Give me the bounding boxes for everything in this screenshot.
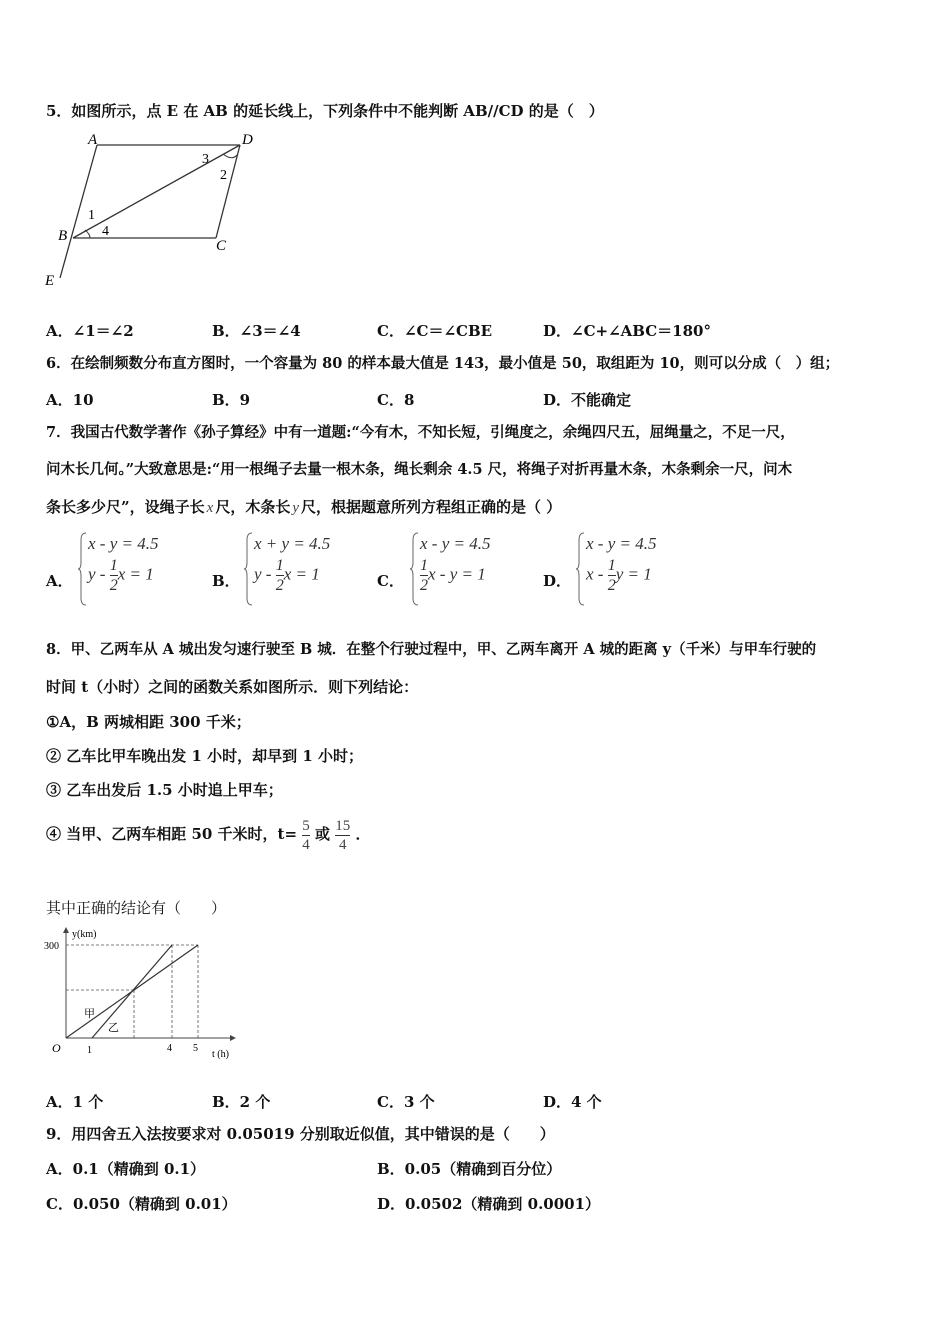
q8-option-c[interactable]: C．3 个 — [377, 1093, 435, 1111]
q8-jia-label: 甲 — [84, 1008, 95, 1020]
q8-x4-label: 4 — [167, 1043, 172, 1054]
q7-option-b-system[interactable]: x + y = 4.5 y - $\frac{1}{2}$ x = 1 — [244, 532, 354, 608]
q5-label-A: A — [88, 132, 98, 148]
q5-option-a[interactable]: A．∠1＝∠2 — [46, 322, 134, 340]
q9-option-b[interactable]: B．0.05（精确到百分位） — [377, 1160, 562, 1178]
q6-option-c[interactable]: C．8 — [377, 391, 415, 409]
q6-option-b[interactable]: B．9 — [212, 391, 251, 409]
q8-option-d[interactable]: D．4 个 — [543, 1093, 602, 1111]
q5-label-C: C — [216, 238, 227, 254]
q5-stem: 5．如图所示，点 E 在 AB 的延长线上，下列条件中不能判断 AB//CD 的是（ ） — [46, 102, 604, 120]
q6-option-d[interactable]: D．不能确定 — [543, 391, 632, 409]
q8-option-b[interactable]: B．2 个 — [212, 1093, 271, 1111]
q9-stem: 9．用四舍五入法按要求对 0.05019 分别取近似值，其中错误的是（ ） — [46, 1125, 555, 1143]
q8-y300-label: 300 — [44, 941, 59, 952]
q9-option-d[interactable]: D．0.0502（精确到 0.0001） — [377, 1195, 601, 1213]
q8-yi-label: 乙 — [108, 1022, 119, 1034]
q8-conclusion-2: ② 乙车比甲车晚出发 1 小时，却早到 1 小时； — [46, 747, 363, 765]
q5-parallelogram-figure — [40, 128, 270, 290]
q5-label-D: D — [242, 132, 253, 148]
q8-conclusion-3: ③ 乙车出发后 1.5 小时追上甲车； — [46, 781, 283, 799]
q8-option-a[interactable]: A．1 个 — [46, 1093, 104, 1111]
q5-option-c[interactable]: C．∠C＝∠CBE — [377, 322, 493, 340]
q7-line-1: 7．我国古代数学著作《孙子算经》中有一道题:“今有木，不知长短，引绳度之，余绳四尺五，屈绳量之，不足一尺， — [46, 424, 795, 441]
q7-var-y: y — [292, 500, 299, 516]
q8-line-yi — [92, 945, 172, 1038]
q7-option-c-system[interactable]: x - y = 4.5 $\frac{1}{2}$ x - y = 1 — [410, 532, 520, 608]
q5-label-E: E — [45, 273, 55, 289]
q5-angle-1: 1 — [88, 208, 95, 223]
q8-x5-label: 5 — [193, 1043, 198, 1054]
q7-option-d-system[interactable]: x - y = 4.5 x - $\frac{1}{2}$ y = 1 — [576, 532, 686, 608]
q8-x-axis-label: t (h) — [212, 1049, 229, 1060]
q8-origin-label: O — [52, 1041, 61, 1055]
q7-line-3: 条长多少尺”，设绳子长 x 尺，木条长 y 尺，根据题意所列方程组正确的是（ ） — [46, 498, 562, 516]
q7-var-x: x — [206, 500, 214, 516]
q8-x1-label: 1 — [87, 1045, 92, 1056]
q5-angle-4: 4 — [102, 224, 109, 239]
q9-option-a[interactable]: A．0.1（精确到 0.1） — [46, 1160, 206, 1178]
q6-stem: 6．在绘制频数分布直方图时，一个容量为 80 的样本最大值是 143，最小值是 50，取组距为 10，则可以分成（ ）组； — [46, 355, 840, 372]
q7-option-c-letter[interactable]: C． — [377, 572, 404, 590]
q8-line-2: 时间 t（小时）之间的函数关系如图所示．则下列结论： — [46, 678, 419, 696]
q8-ask: 其中正确的结论有（ ） — [46, 899, 227, 917]
q5-option-b[interactable]: B．∠3＝∠4 — [212, 322, 301, 340]
q7-option-b-letter[interactable]: B． — [212, 572, 240, 590]
q8-y-axis-label: y(km) — [72, 929, 97, 940]
q5-label-B: B — [58, 228, 68, 244]
q7-option-a-system[interactable]: x - y = 4.5 y - $\frac{1}{2}$ x = 1 — [78, 532, 188, 608]
q8-conclusion-4: ④ 当甲、乙两车相距 50 千米时，t= $\frac{5}{4}$ 或 $\frac{15}{4}$ ． — [46, 817, 371, 853]
q5-angle-2: 2 — [220, 168, 227, 183]
q8-distance-time-graph — [40, 925, 240, 1063]
q9-option-c[interactable]: C．0.050（精确到 0.01） — [46, 1195, 237, 1213]
q6-option-a[interactable]: A．10 — [46, 391, 94, 409]
q5-angle-3: 3 — [202, 152, 209, 167]
q8-line-1: 8．甲、乙两车从 A 城出发匀速行驶至 B 城．在整个行驶过程中，甲、乙两车离开 A 城的距离 y（千米）与甲车行驶的 — [46, 641, 817, 658]
q5-option-d[interactable]: D．∠C+∠ABC＝180° — [543, 322, 711, 340]
q7-option-d-letter[interactable]: D． — [543, 572, 572, 590]
q7-line-2: 问木长几何。”大致意思是:“用一根绳子去量一根木条，绳长剩余 4.5 尺，将绳子对折再量木条，木条剩余一尺，问木 — [46, 461, 793, 478]
q7-option-a-letter[interactable]: A． — [46, 572, 73, 590]
q8-conclusion-1: ①A，B 两城相距 300 千米； — [46, 713, 251, 731]
